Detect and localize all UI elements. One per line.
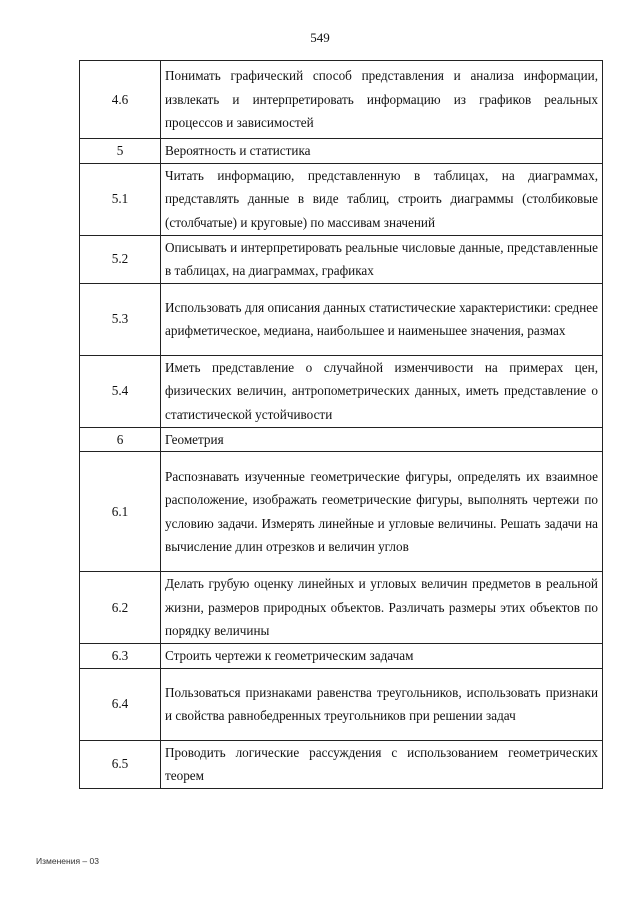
row-code: 6.1	[80, 452, 161, 572]
row-text: Геометрия	[161, 427, 603, 452]
row-text: Строить чертежи к геометрическим задачам	[161, 644, 603, 669]
row-text: Понимать графический способ представления и анализа информации, извлекать и интерпретировать информацию из графиков реальных процессов и зависимостей	[161, 61, 603, 139]
row-code: 5.1	[80, 163, 161, 235]
row-text: Пользоваться признаками равенства треугольников, использовать признаки и свойства равнобедренных треугольников при решении задач	[161, 668, 603, 740]
row-code: 6.3	[80, 644, 161, 669]
page-number: 549	[310, 30, 330, 45]
row-code: 5.3	[80, 283, 161, 355]
table-row	[80, 644, 603, 669]
row-text: Распознавать изученные геометрические фигуры, определять их взаимное расположение, изображать геометрические фигуры, выполнять чертежи по условию задачи. Измерять линейные и угловые величины. Решать задачи на вычисление длин отрезков и величин углов	[161, 452, 603, 572]
row-text: Иметь представление о случайной изменчивости на примерах цен, физических величин, антропометрических данных, иметь представление о статистической устойчивости	[161, 355, 603, 427]
table-row	[80, 452, 603, 572]
row-code: 6.5	[80, 740, 161, 788]
table-row	[80, 235, 603, 283]
table-row	[80, 61, 603, 139]
row-text: Вероятность и статистика	[161, 139, 603, 164]
footer-revision-note: Изменения – 03	[36, 856, 99, 866]
row-text: Описывать и интерпретировать реальные числовые данные, представленные в таблицах, на диаграммах, графиках	[161, 235, 603, 283]
row-text: Делать грубую оценку линейных и угловых величин предметов в реальной жизни, размеров природных объектов. Различать размеры этих объектов по порядку величины	[161, 572, 603, 644]
table-row	[80, 427, 603, 452]
row-code: 6	[80, 427, 161, 452]
table-row	[80, 139, 603, 164]
row-code: 6.2	[80, 572, 161, 644]
row-code: 5.2	[80, 235, 161, 283]
table-row	[80, 163, 603, 235]
row-text: Использовать для описания данных статистические характеристики: среднее арифметическое, медиана, наибольшее и наименьшее значения, размах	[161, 283, 603, 355]
table-row	[80, 740, 603, 788]
row-code: 4.6	[80, 61, 161, 139]
row-text: Проводить логические рассуждения с использованием геометрических теорем	[161, 740, 603, 788]
table-row	[80, 572, 603, 644]
row-code: 5	[80, 139, 161, 164]
row-text: Читать информацию, представленную в таблицах, на диаграммах, представлять данные в виде таблиц, строить диаграммы (столбиковые (столбчатые) и круговые) по массивам значений	[161, 163, 603, 235]
table-row	[80, 283, 603, 355]
row-code: 6.4	[80, 668, 161, 740]
table-row	[80, 668, 603, 740]
row-code: 5.4	[80, 355, 161, 427]
requirements-table	[79, 60, 603, 789]
table-row	[80, 355, 603, 427]
